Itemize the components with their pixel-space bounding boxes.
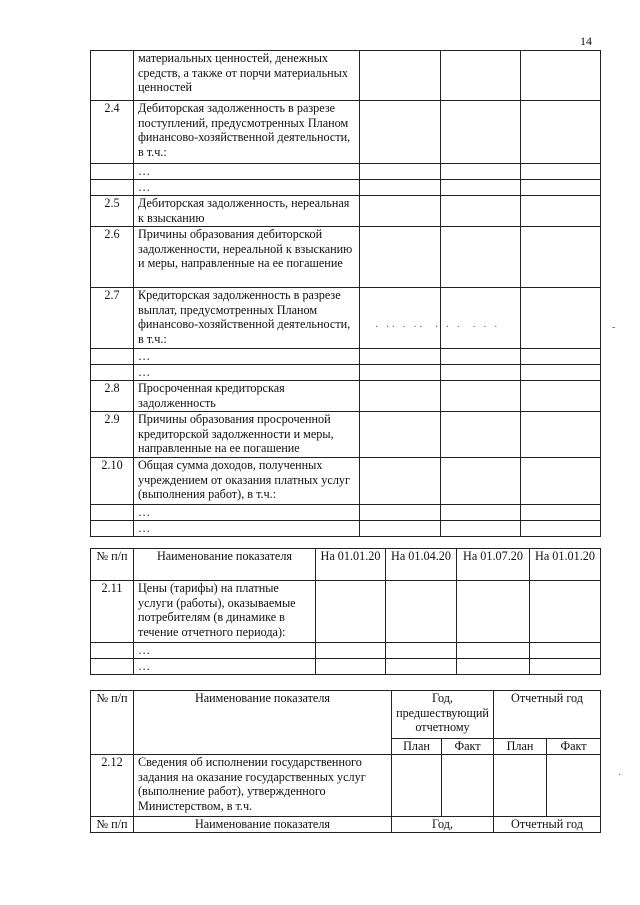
row-number: [91, 164, 134, 180]
row-number: 2.9: [91, 412, 134, 458]
footer-name: Наименование показателя: [134, 817, 392, 833]
row-number: 2.6: [91, 227, 134, 288]
row-number: [91, 365, 134, 381]
table-row: [91, 643, 601, 659]
row-text: Цены (тарифы) на платные услуги (работы), оказываемые потребителям (в динамике в течение отчетного периода):: [134, 581, 316, 643]
footer-prev-year: Год,: [392, 817, 494, 833]
table-row: [91, 458, 601, 505]
header-fact: Факт: [442, 739, 494, 755]
row-number: [91, 659, 134, 675]
row-text: Общая сумма доходов, полученных учреждением от оказания платных услуг (выполнения работ), в т.ч.:: [134, 458, 360, 505]
table-row: [91, 381, 601, 412]
header-prev-year: Год, предшествующий отчетному: [392, 691, 494, 739]
row-text: материальных ценностей, денежных средств, а также от порчи материальных ценностей: [134, 51, 360, 101]
row-text: Причины образования дебиторской задолженности, нереальной к взысканию и меры, направленные на ее погашение: [134, 227, 360, 288]
scan-speck: ·: [618, 770, 622, 781]
row-text: Дебиторская задолженность в разрезе поступлений, предусмотренных Планом финансово-хозяйственной деятельности, в т.ч.:: [134, 101, 360, 164]
row-number: 2.4: [91, 101, 134, 164]
table-row: [91, 412, 601, 458]
row-text: …: [134, 180, 360, 196]
row-number: [91, 51, 134, 101]
row-number: [91, 180, 134, 196]
row-number: 2.10: [91, 458, 134, 505]
table-row: [91, 755, 601, 817]
row-text: …: [134, 365, 360, 381]
row-text: Причины образования просроченной кредиторской задолженности и меры, направленные на ее погашение: [134, 412, 360, 458]
header-plan: План: [494, 739, 547, 755]
header-date: На 01.01.20: [316, 549, 386, 581]
table-row: [91, 196, 601, 227]
table-row: [91, 521, 601, 537]
table-2: [90, 548, 601, 675]
table-row: [91, 227, 601, 288]
header-fact: Факт: [547, 739, 601, 755]
table-3: [90, 690, 601, 833]
table-row: [91, 581, 601, 643]
table-row: [91, 349, 601, 365]
table-footer-row: [91, 817, 601, 833]
row-number: 2.12: [91, 755, 134, 817]
row-number: [91, 505, 134, 521]
header-num: № п/п: [91, 691, 134, 755]
row-number: 2.5: [91, 196, 134, 227]
row-text: Просроченная кредиторская задолженность: [134, 381, 360, 412]
header-plan: План: [392, 739, 442, 755]
table-row: [91, 101, 601, 164]
row-number: 2.11: [91, 581, 134, 643]
table-1: [90, 50, 601, 537]
header-name: Наименование показателя: [134, 691, 392, 755]
header-num: № п/п: [91, 549, 134, 581]
table-header-row: [91, 691, 601, 739]
row-number: 2.8: [91, 381, 134, 412]
header-date: На 01.04.20: [386, 549, 457, 581]
table-row: [91, 180, 601, 196]
header-date: На 01.01.20: [530, 549, 601, 581]
scan-speck: · · · · · · · · · · · ·: [375, 322, 498, 333]
row-text: Сведения об исполнении государственного задания на оказание государственных услуг (выполнение работ), утвержденного Министерством, в т.ч.: [134, 755, 392, 817]
row-number: 2.7: [91, 288, 134, 349]
row-text: …: [134, 505, 360, 521]
row-text: …: [134, 659, 316, 675]
row-text: Дебиторская задолженность, нереальная к взысканию: [134, 196, 360, 227]
footer-num: № п/п: [91, 817, 134, 833]
row-number: [91, 643, 134, 659]
table-header-row: [91, 549, 601, 581]
row-text: …: [134, 521, 360, 537]
page-number: 14: [580, 34, 592, 48]
row-number: [91, 521, 134, 537]
footer-report-year: Отчетный год: [494, 817, 601, 833]
row-text: Кредиторская задолженность в разрезе выплат, предусмотренных Планом финансово-хозяйственной деятельности, в т.ч.:: [134, 288, 360, 349]
table-row: [91, 505, 601, 521]
scan-speck: -: [612, 322, 616, 333]
row-text: …: [134, 643, 316, 659]
header-report-year: Отчетный год: [494, 691, 601, 739]
table-row: [91, 288, 601, 349]
table-row: [91, 51, 601, 101]
table-row: [91, 164, 601, 180]
table-row: [91, 659, 601, 675]
row-number: [91, 349, 134, 365]
row-text: …: [134, 349, 360, 365]
header-name: Наименование показателя: [134, 549, 316, 581]
table-row: [91, 365, 601, 381]
row-text: …: [134, 164, 360, 180]
header-date: На 01.07.20: [457, 549, 530, 581]
